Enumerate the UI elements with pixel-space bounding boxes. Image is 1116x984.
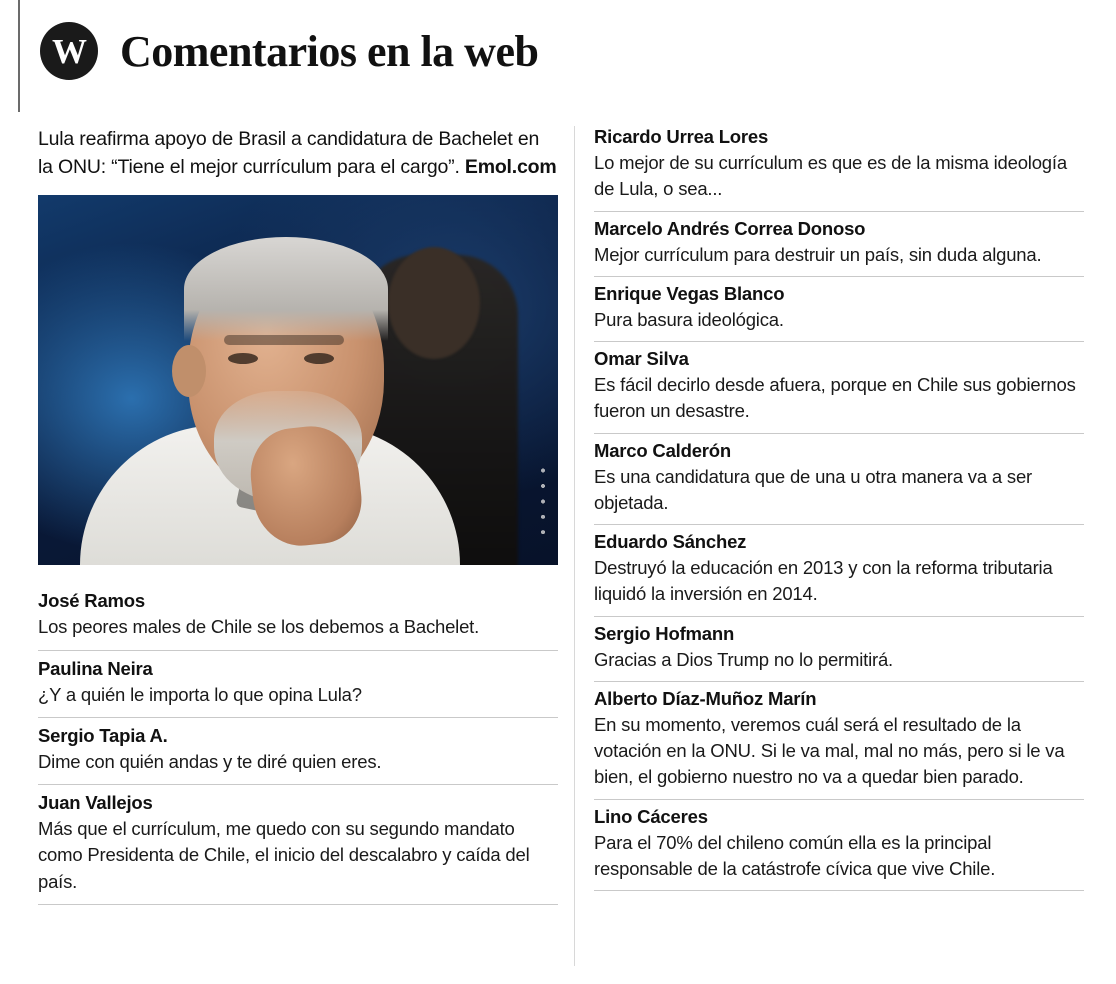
comment-author: Sergio Hofmann xyxy=(594,622,735,644)
comment-author: Alberto Díaz-Muñoz Marín xyxy=(594,687,817,709)
comment-text: Mejor currículum para destruir un país, sin duda alguna. xyxy=(594,243,1042,265)
article-lead-text: Lula reafirma apoyo de Brasil a candidatura de Bachelet en la ONU: “Tiene el mejor currículum para el cargo”. xyxy=(38,128,540,178)
comment-author: Marco Calderón xyxy=(594,439,732,461)
comment-author: José Ramos xyxy=(38,590,145,612)
comment-item xyxy=(594,682,1084,800)
comment-item xyxy=(594,342,1084,434)
comment-text: Más que el currículum, me quedo con su segundo mandato como Presidenta de Chile, el inicio del descalabro y caída del país. xyxy=(38,818,530,892)
photo-subject-hair xyxy=(184,237,388,341)
comment-item xyxy=(38,583,558,650)
comment-text: Pura basura ideológica. xyxy=(594,308,784,330)
column-divider xyxy=(574,126,575,966)
photo-subject-brow xyxy=(224,335,344,345)
comment-author: Enrique Vegas Blanco xyxy=(594,282,785,304)
comment-item xyxy=(594,126,1084,212)
comment-item xyxy=(594,212,1084,277)
comment-text: Es una candidatura que de una u otra manera va a ser objetada. xyxy=(594,465,1033,513)
left-column xyxy=(38,126,558,905)
article-source: Emol.com xyxy=(464,155,557,178)
comment-text: Dime con quién andas y te diré quien eres. xyxy=(38,750,382,772)
photo-background-lights xyxy=(540,465,546,535)
comment-item xyxy=(38,785,558,905)
comment-text: ¿Y a quién le importa lo que opina Lula? xyxy=(38,683,362,705)
comment-author: Omar Silva xyxy=(594,348,689,370)
photo-background-person-head xyxy=(388,247,480,359)
comment-author: Marcelo Andrés Correa Donoso xyxy=(594,217,866,239)
comment-text: Para el 70% del chileno común ella es la principal responsable de la catástrofe cívica que vive Chile. xyxy=(594,831,996,879)
comment-author: Eduardo Sánchez xyxy=(594,531,747,553)
comment-author: Lino Cáceres xyxy=(594,805,708,827)
comment-text: En su momento, veremos cuál será el resultado de la votación en la ONU. Si le va mal, mal no más, pero si le va bien, el gobierno nuestro no va a quedar bien parado. xyxy=(594,713,1065,788)
web-badge-icon: W xyxy=(40,22,98,80)
comment-author: Ricardo Urrea Lores xyxy=(594,126,769,147)
comment-item xyxy=(594,277,1084,342)
comment-text: Gracias a Dios Trump no lo permitirá. xyxy=(594,648,893,670)
right-column xyxy=(594,126,1084,891)
section-masthead xyxy=(40,22,538,80)
comment-item xyxy=(594,525,1084,617)
comment-author: Sergio Tapia A. xyxy=(38,724,168,746)
comment-text: Destruyó la educación en 2013 y con la reforma tributaria liquidó la inversión en 2014. xyxy=(594,557,1053,605)
page-margin-rule xyxy=(18,0,20,112)
photo-subject-ear xyxy=(172,345,206,397)
comment-item xyxy=(594,617,1084,682)
article-lead xyxy=(38,126,558,181)
article-photo xyxy=(38,195,558,565)
comment-item xyxy=(594,434,1084,526)
comment-item xyxy=(38,651,558,718)
comment-item xyxy=(38,718,558,785)
comment-text: Los peores males de Chile se los debemos a Bachelet. xyxy=(38,616,480,638)
comment-author: Paulina Neira xyxy=(38,657,153,679)
comment-item xyxy=(594,800,1084,892)
page-title: Comentarios en la web xyxy=(120,26,539,76)
comment-text: Es fácil decirlo desde afuera, porque en Chile sus gobiernos fueron un desastre. xyxy=(594,374,1076,422)
comment-author: Juan Vallejos xyxy=(38,792,153,814)
comment-text: Lo mejor de su currículum es que es de la misma ideología de Lula, o sea... xyxy=(594,152,1067,200)
